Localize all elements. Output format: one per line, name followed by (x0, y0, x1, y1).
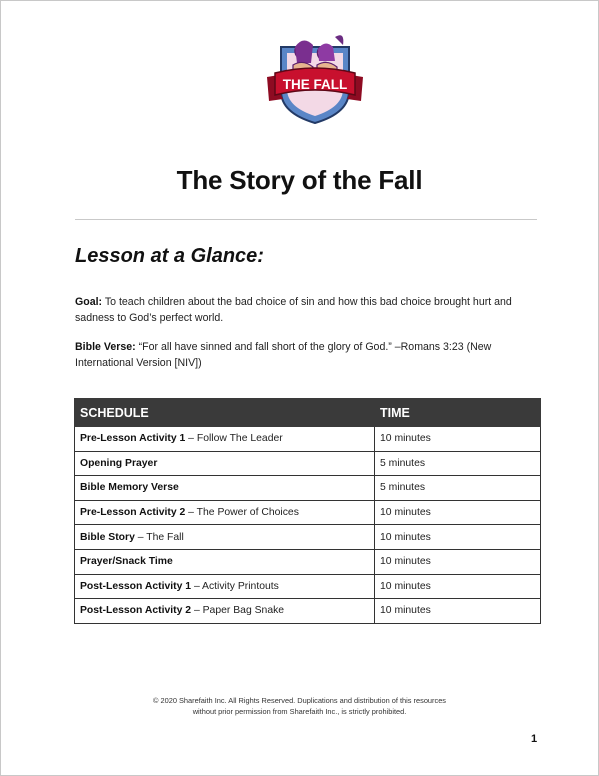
schedule-cell (75, 599, 375, 624)
time-cell: 10 minutes (375, 500, 541, 525)
time-cell: 10 minutes (375, 599, 541, 624)
page-title: The Story of the Fall (176, 165, 423, 195)
time-column-header: TIME (375, 399, 541, 427)
activity-name: Bible Memory Verse (80, 482, 179, 494)
time-cell: 10 minutes (375, 427, 541, 452)
schedule-column-header: SCHEDULE (75, 399, 375, 427)
time-cell: 5 minutes (375, 451, 541, 476)
schedule-cell (75, 476, 375, 501)
activity-detail: – The Power of Choices (185, 507, 299, 519)
activity-detail: – Activity Printouts (191, 580, 279, 592)
schedule-cell (75, 500, 375, 525)
title-divider (75, 219, 537, 220)
activity-name: Pre-Lesson Activity 2 (80, 507, 186, 519)
activity-name: Post-Lesson Activity 1 (80, 580, 192, 592)
bible-verse-label: Bible Verse: (75, 341, 136, 353)
copyright-line-1: © 2020 Sharefaith Inc. All Rights Reserved. Duplications and distribution of this resources (152, 696, 446, 705)
goal-label: Goal: (75, 296, 103, 308)
schedule-table (74, 398, 541, 624)
activity-name: Bible Story (80, 531, 135, 543)
activity-detail: – The Fall (134, 531, 184, 543)
goal-paragraph (75, 294, 537, 326)
table-row (75, 451, 541, 476)
schedule-cell (75, 574, 375, 599)
page-number: 1 (531, 733, 538, 745)
activity-name: Pre-Lesson Activity 1 (80, 433, 186, 445)
table-row (75, 525, 541, 550)
bible-verse-text: “For all have sinned and fall short of the glory of God.” –Romans 3:23 (New International Version [NIV]) (75, 341, 492, 369)
time-cell: 10 minutes (375, 549, 541, 574)
table-row (75, 427, 541, 452)
schedule-header-row (75, 399, 541, 427)
bible-verse-paragraph (75, 339, 537, 371)
table-row (75, 500, 541, 525)
time-cell: 5 minutes (375, 476, 541, 501)
schedule-cell (75, 451, 375, 476)
table-row (75, 599, 541, 624)
activity-name: Opening Prayer (80, 457, 158, 469)
table-row (75, 476, 541, 501)
section-heading: Lesson at a Glance: (75, 245, 264, 267)
activity-name: Post-Lesson Activity 2 (80, 605, 192, 617)
copyright-footer (1, 695, 598, 717)
time-cell: 10 minutes (375, 525, 541, 550)
goal-text: To teach children about the bad choice of sin and how this bad choice brought hurt and sadness to God’s perfect world. (75, 296, 512, 324)
copyright-line-2: without prior permission from Sharefaith Inc., is strictly prohibited. (192, 707, 407, 716)
schedule-cell (75, 427, 375, 452)
table-row (75, 574, 541, 599)
schedule-cell (75, 549, 375, 574)
schedule-cell (75, 525, 375, 550)
logo-text: THE FALL (282, 77, 348, 92)
table-row (75, 549, 541, 574)
the-fall-logo (263, 29, 367, 125)
activity-detail: – Follow The Leader (185, 433, 283, 445)
time-cell: 10 minutes (375, 574, 541, 599)
activity-name: Prayer/Snack Time (80, 556, 173, 568)
activity-detail: – Paper Bag Snake (191, 605, 285, 617)
